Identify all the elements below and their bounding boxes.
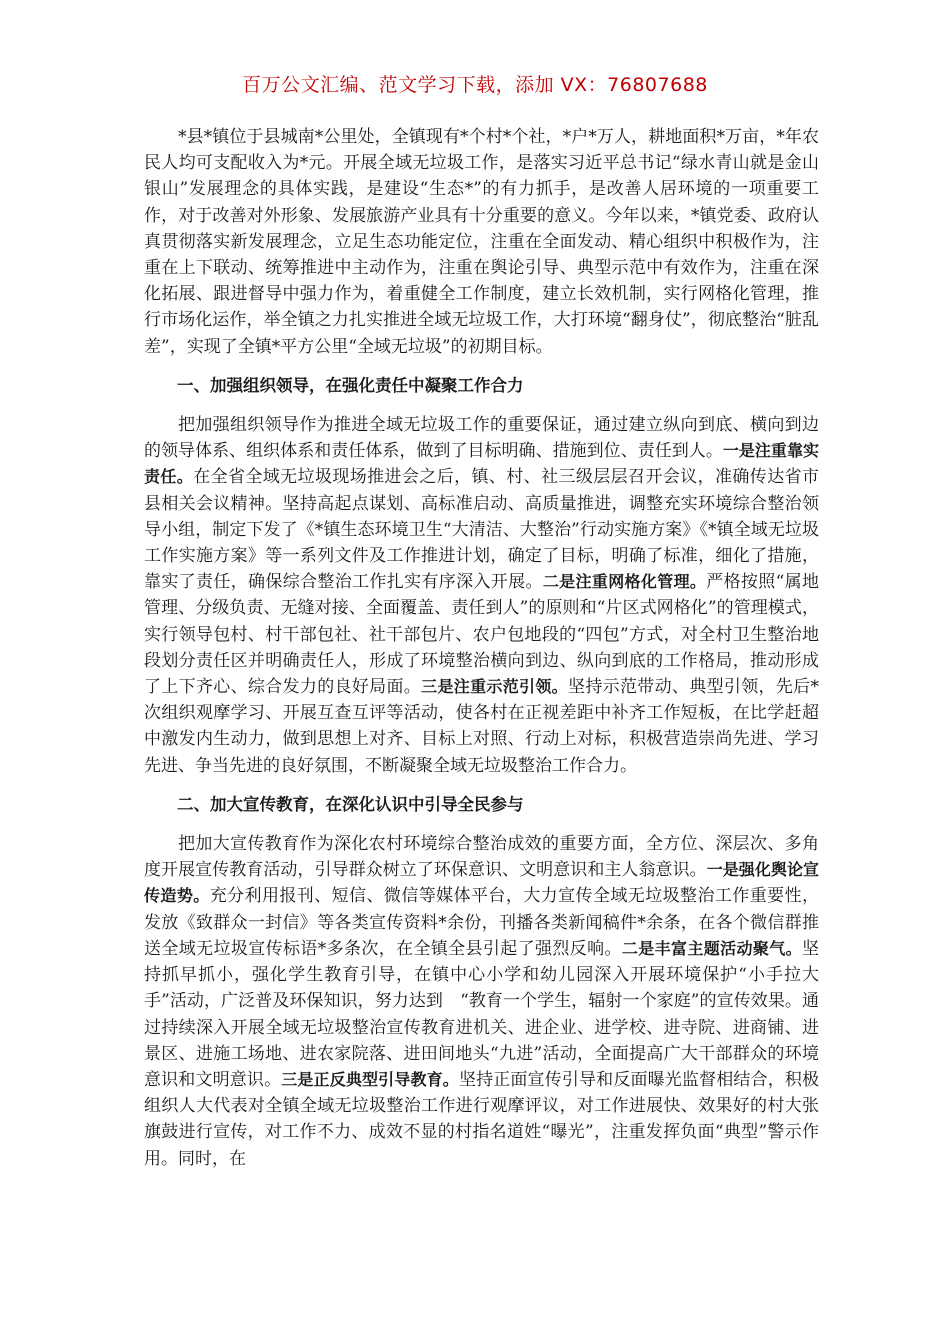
section-1-paragraph [144,412,819,779]
document-body [144,124,819,1172]
section-2-point-2: 二是丰富主题活动聚气。 [621,938,802,958]
section-1-point-2: 二是注重网格化管理。 [542,572,707,592]
section-2-point-3: 三是正反典型引导教育。 [281,1069,459,1089]
section-2-text-0: 把加大宣传教育作为深化农村环境综合整治成效的重要方面，全方位、深层次、多角度开展宣传教育活动，引导群众树立了环保意识、文明意识和主人翁意识。 [144,834,819,881]
section-1-text-3: 坚持示范带动、典型引领，先后*次组织观摩学习、开展互查互评等活动，使各村在正视差距中补齐工作短板，在比学赶超中激发内生动力，做到思想上对齐、目标上对照、行动上对标，积极营造崇尚先进、学习先进、争当先进的良好氛围，不断凝聚全域无垃圾整治工作合力。 [144,677,819,776]
section-1-text-1: 在全省全域无垃圾现场推进会之后，镇、村、社三级层层召开会议，准确传达省市县相关会议精神。坚持高起点谋划、高标准启动、高质量推进，调整充实环境综合整治领导小组，制定下发了《*镇生态环境卫生“大清洁、大整治”行动实施方案》《*镇全域无垃圾工作实施方案》等一系列文件及工作推进计划，确定了目标，明确了标准，细化了措施，靠实了责任，确保综合整治工作扎实有序深入开展。 [144,467,819,593]
section-2-text-3: 坚持正面宣传引导和反面曝光监督相结合，积极组织人大代表对全镇全域无垃圾整治工作进行观摩评议，对工作进展快、效果好的村大张旗鼓进行宣传，对工作不力、成效不显的村指名道姓“曝光”，注重发挥负面“典型”警示作用。同时，在 [144,1069,820,1169]
page-header-watermark: 百万公文汇编、范文学习下载，添加 VX：76807688 [242,74,708,96]
section-2-text-1: 充分利用报刊、短信、微信等媒体平台，大力宣传全域无垃圾整治工作重要性，发放《致群众一封信》等各类宣传资料*余份，刊播各类新闻稿件*余条，在各个微信群推送全域无垃圾宣传标语*多条次，在全镇全县引起了强烈反响。 [144,886,819,959]
section-1-point-1: 一是注重靠实责任。 [144,441,819,487]
section-1-text-2: 严格按照“属地管理、分级负责、无缝对接、全面覆盖、责任到人”的原则和“片区式网格化”的管理模式，实行领导包村、村干部包社、社干部包片、农户包地段的“四包”方式，对全村卫生整治地段划分责任区并明确责任人，形成了环境整治横向到边、纵向到底的工作格局，推动形成了上下齐心、综合发力的良好局面。 [144,572,819,698]
section-2-heading: 二、加大宣传教育，在深化认识中引导全民参与 [177,794,524,814]
section-1-text-0: 把加强组织领导作为推进全域无垃圾工作的重要保证，通过建立纵向到底、横向到边的领导体系、组织体系和责任体系，做到了目标明确、措施到位、责任到人。 [144,415,819,462]
section-2-text-2: 坚持抓早抓小，强化学生教育引导，在镇中心小学和幼儿园深入开展环境保护“小手拉大手”活动，广泛普及环保知识，努力达到 “教育一个学生，辐射一个家庭”的宣传效果。通过持续深入开展全域无垃圾整治宣传教育进机关、进企业、进学校、进寺院、进商铺、进景区、进施工场地、进农家院落、进田间地头“九进”活动，全面提高广大干部群众的环境意识和文明意识。 [144,938,819,1090]
section-1-heading: 一、加强组织领导，在强化责任中凝聚工作合力 [177,375,524,395]
section-2-point-1: 一是强化舆论宣传造势。 [144,860,819,906]
intro-paragraph: *县*镇位于县城南*公里处，全镇现有*个村*个社，*户*万人，耕地面积*万亩，*年农民人均可支配收入为*元。开展全域无垃圾工作，是落实习近平总书记“绿水青山就是金山银山”发展理念的具体实践，是建设“生态*”的有力抓手，是改善人居环境的一项重要工作，对于改善对外形象、发展旅游产业具有十分重要的意义。今年以来，*镇党委、政府认真贯彻落实新发展理念，立足生态功能定位，注重在全面发动、精心组织中积极作为，注重在上下联动、统筹推进中主动作为，注重在舆论引导、典型示范中有效作为，注重在深化拓展、跟进督导中强力作为，着重健全工作制度，建立长效机制，实行网格化管理，推行市场化运作，举全镇之力扎实推进全域无垃圾工作，大打环境“翻身仗”，彻底整治“脏乱差”，实现了全镇*平方公里“全域无垃圾”的初期目标。 [144,127,819,357]
section-2-paragraph [144,831,819,1172]
section-1-point-3: 三是注重示范引领。 [421,677,569,697]
